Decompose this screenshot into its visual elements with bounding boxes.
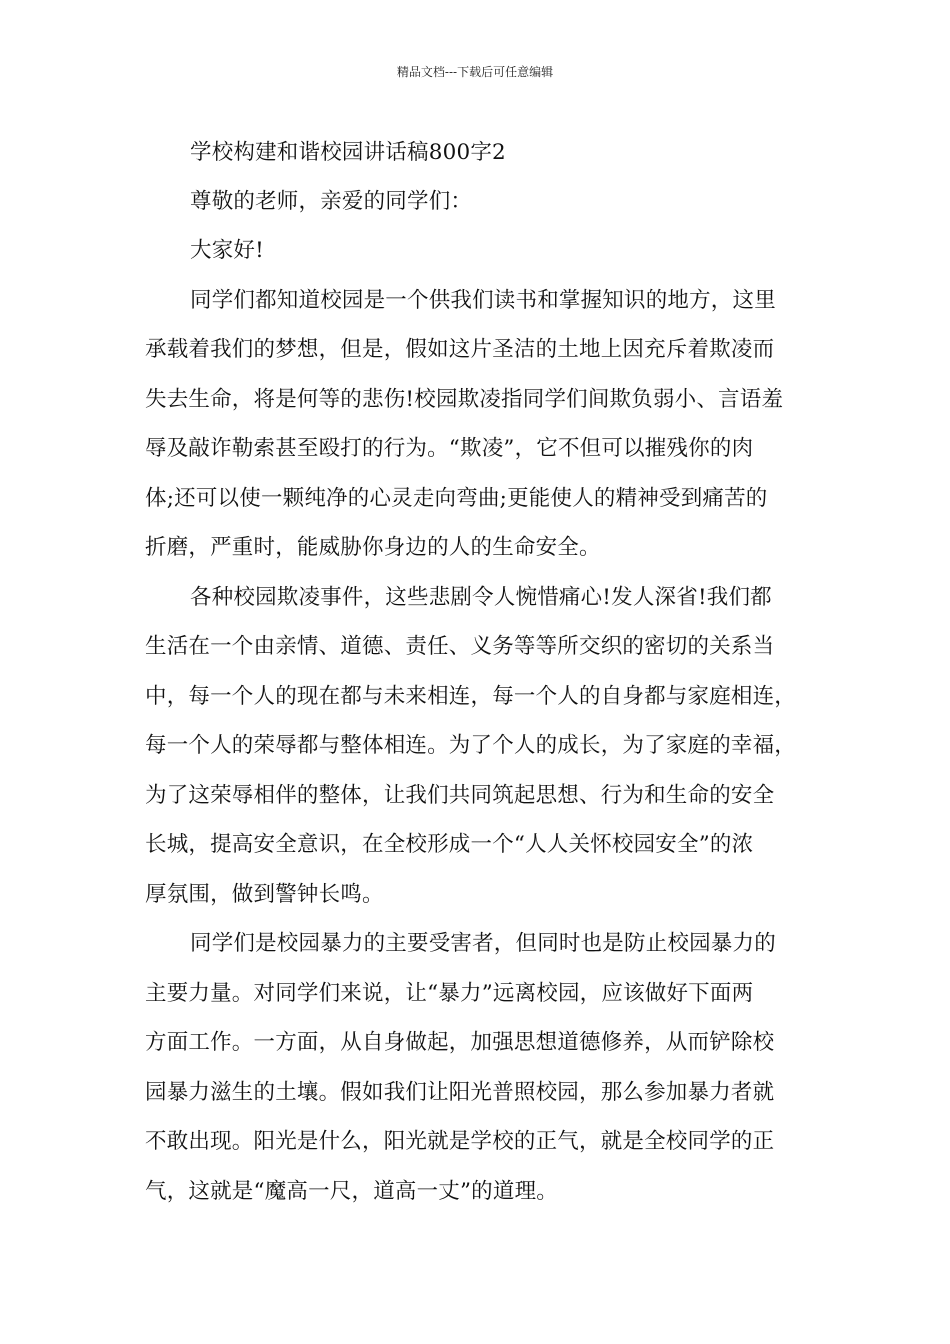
paragraph-line: 气，这就是“魔高一尺，道高一丈”的道理。 bbox=[145, 1179, 558, 1204]
paragraph-line: 折磨，严重时，能威胁你身边的人的生命安全。 bbox=[145, 535, 601, 560]
page-header: 精品文档---下载后可任意编辑 bbox=[396, 65, 554, 79]
paragraph-line: 不敢出现。阳光是什么，阳光就是学校的正气，就是全校同学的正 bbox=[145, 1129, 775, 1154]
paragraph-line: 体;还可以使一颗纯净的心灵走向弯曲;更能使人的精神受到痛苦的 bbox=[145, 486, 768, 511]
paragraph-line: 辱及敲诈勒索甚至殴打的行为。“欺凌”，它不但可以摧残你的肉 bbox=[145, 436, 754, 461]
paragraph-line: 每一个人的荣辱都与整体相连。为了个人的成长，为了家庭的幸福， bbox=[145, 733, 797, 758]
paragraph-line: 失去生命，将是何等的悲伤!校园欺凌指同学们间欺负弱小、言语羞 bbox=[145, 387, 784, 412]
paragraph-line: 中，每一个人的现在都与未来相连，每一个人的自身都与家庭相连， bbox=[145, 684, 797, 709]
salutation: 尊敬的老师，亲爱的同学们： bbox=[190, 189, 473, 214]
paragraph-line: 长城，提高安全意识，在全校形成一个“人人关怀校园安全”的浓 bbox=[145, 832, 754, 857]
paragraph-line: 生活在一个由亲情、道德、责任、义务等等所交织的密切的关系当 bbox=[145, 634, 775, 659]
paragraph-line: 为了这荣辱相伴的整体，让我们共同筑起思想、行为和生命的安全 bbox=[145, 783, 775, 808]
paragraph-line: 同学们都知道校园是一个供我们读书和掌握知识的地方，这里 bbox=[190, 288, 776, 313]
greeting: 大家好! bbox=[190, 238, 264, 263]
paragraph-line: 方面工作。一方面，从自身做起，加强思想道德修养，从而铲除校 bbox=[145, 1030, 775, 1055]
paragraph-line: 承载着我们的梦想，但是，假如这片圣洁的土地上因充斥着欺凌而 bbox=[145, 337, 775, 362]
paragraph-line: 同学们是校园暴力的主要受害者，但同时也是防止校园暴力的 bbox=[190, 931, 776, 956]
paragraph-line: 园暴力滋生的土壤。假如我们让阳光普照校园，那么参加暴力者就 bbox=[145, 1080, 775, 1105]
paragraph-line: 主要力量。对同学们来说，让“暴力”远离校园，应该做好下面两 bbox=[145, 981, 754, 1006]
document-title: 学校构建和谐校园讲话稿800字2 bbox=[190, 140, 506, 165]
paragraph-line: 各种校园欺凌事件，这些悲剧令人惋惜痛心!发人深省!我们都 bbox=[190, 585, 772, 610]
paragraph-line: 厚氛围，做到警钟长鸣。 bbox=[145, 882, 384, 907]
